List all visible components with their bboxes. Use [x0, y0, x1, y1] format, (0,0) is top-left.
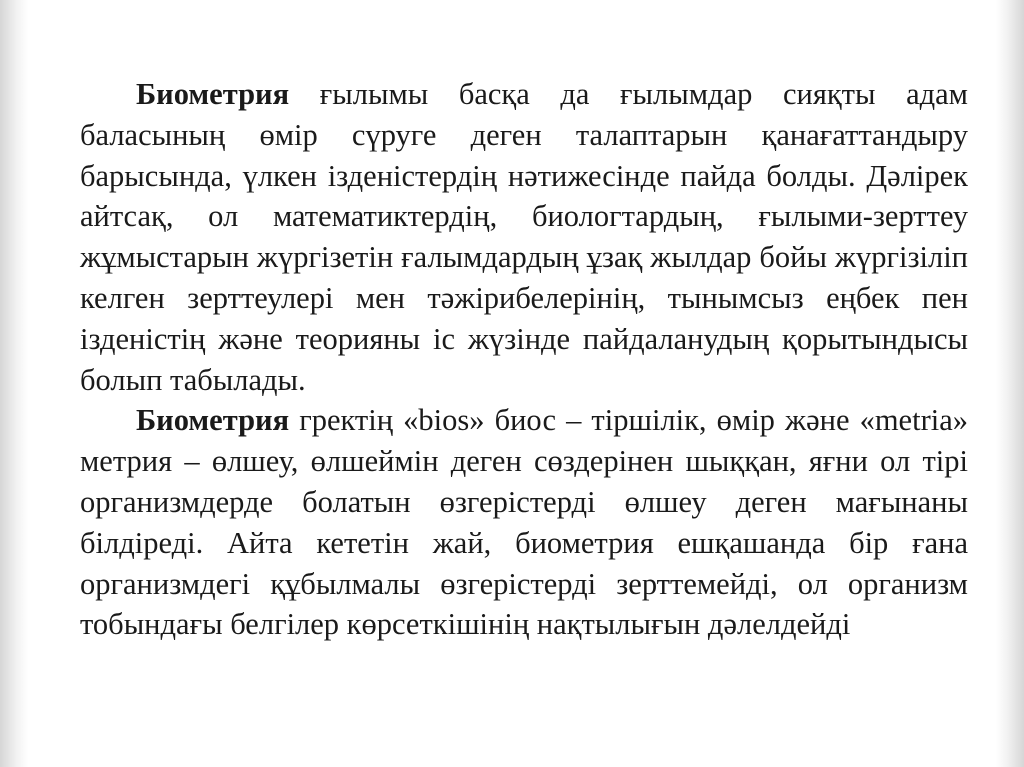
left-edge-shadow: [0, 0, 28, 767]
paragraph-term: Биометрия: [136, 403, 290, 438]
right-edge-shadow: [996, 0, 1024, 767]
paragraph-term: Биометрия: [136, 77, 290, 111]
paragraph-text: ғылымы басқа да ғылымдар сияқты адам баласының өмір сүруге деген талаптарын қанағаттандыру барысында, үлкен ізденістердің нәтижесінде пайда болды. Дәлірек айтсақ, ол математиктердің, биологтардың, ғылыми-зерттеу жұмыстарын жүргізетін ғалымдардың ұзақ жылдар бойы жүргізіліп келген зерттеулері мен тәжірибелерінің, тынымсыз еңбек пен ізденістің және теорияны іс жүзінде пайдаланудың қорытындысы болып табылады.: [80, 77, 968, 397]
paragraph-definition: [80, 74, 968, 400]
paragraph-text: гректің «bios» биос – тіршілік, өмір және «metria» метрия – өлшеу, өлшеймін деген сөздерінен шыққан, яғни ол тірі организмдерде болатын өзгерістерді өлшеу деген мағынаны білдіреді. Айта кететін жай, биометрия ешқашанда бір ғана организмдегі құбылмалы өзгерістерді зерттемейді, ол организм тобындағы белгілер көрсеткішінің нақтылығын дәлелдейді: [80, 403, 968, 642]
document-body: [80, 74, 968, 645]
paragraph-etymology: [80, 400, 968, 645]
